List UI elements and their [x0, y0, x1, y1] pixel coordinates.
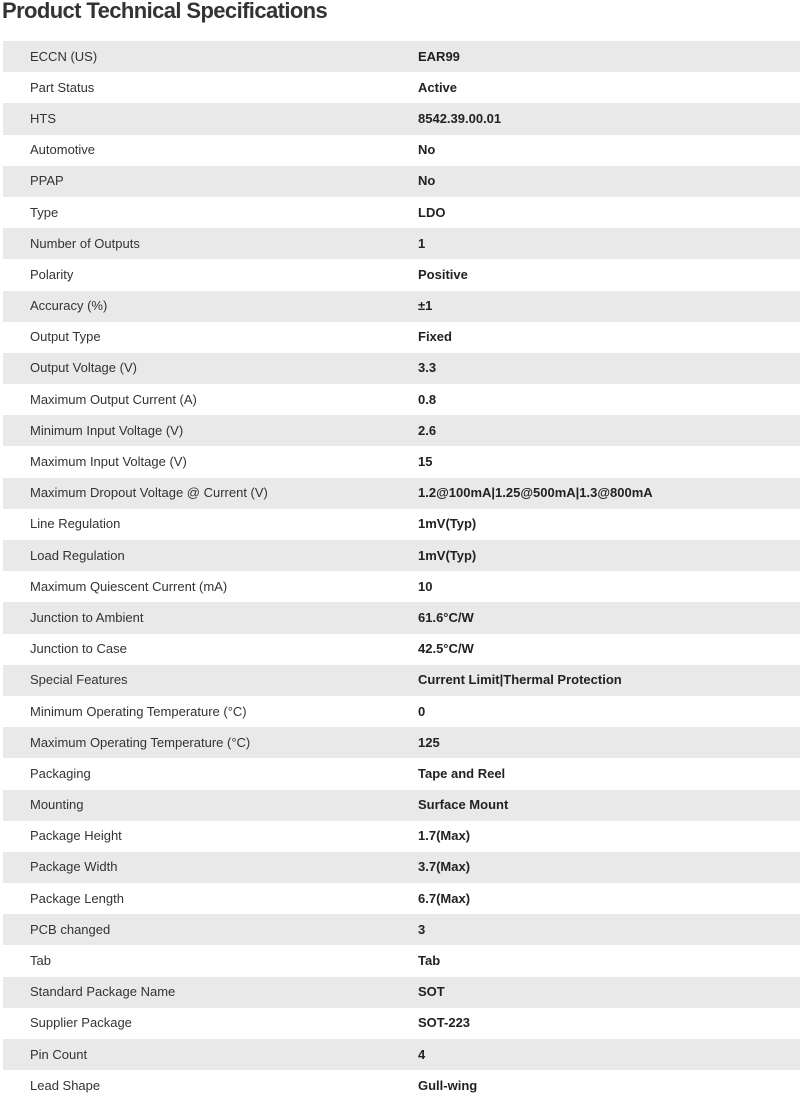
- spec-value: 1.2@100mA|1.25@500mA|1.3@800mA: [418, 478, 800, 509]
- spec-value: 1.7(Max): [418, 821, 800, 852]
- spec-value: Fixed: [418, 322, 800, 353]
- spec-label: Maximum Operating Temperature (°C): [3, 727, 418, 758]
- spec-value: 3: [418, 914, 800, 945]
- spec-label: Package Length: [3, 883, 418, 914]
- spec-label: Output Type: [3, 322, 418, 353]
- spec-value: ±1: [418, 291, 800, 322]
- spec-label: Mounting: [3, 790, 418, 821]
- page-title: Product Technical Specifications: [2, 0, 328, 23]
- spec-label: HTS: [3, 103, 418, 134]
- spec-label: Maximum Input Voltage (V): [3, 446, 418, 477]
- spec-row-output-type: [3, 322, 800, 353]
- spec-row-number-of-outputs: [3, 228, 800, 259]
- spec-label: Pin Count: [3, 1039, 418, 1070]
- spec-value: 125: [418, 727, 800, 758]
- spec-label: Maximum Quiescent Current (mA): [3, 571, 418, 602]
- spec-row-type: [3, 197, 800, 228]
- spec-row-polarity: [3, 259, 800, 290]
- spec-label: Junction to Case: [3, 634, 418, 665]
- spec-label: Lead Shape: [3, 1070, 418, 1101]
- spec-row-special-features: [3, 665, 800, 696]
- spec-value: 0.8: [418, 384, 800, 415]
- spec-row-min-input-voltage: [3, 415, 800, 446]
- spec-value: Gull-wing: [418, 1070, 800, 1101]
- spec-label: Polarity: [3, 259, 418, 290]
- spec-value: 8542.39.00.01: [418, 103, 800, 134]
- spec-label: Minimum Operating Temperature (°C): [3, 696, 418, 727]
- spec-value: No: [418, 166, 800, 197]
- spec-value: 1mV(Typ): [418, 540, 800, 571]
- spec-value: Tab: [418, 945, 800, 976]
- spec-row-junction-to-case: [3, 634, 800, 665]
- spec-label: Tab: [3, 945, 418, 976]
- spec-value: 0: [418, 696, 800, 727]
- spec-label: Package Height: [3, 821, 418, 852]
- spec-label: Package Width: [3, 852, 418, 883]
- spec-value: No: [418, 135, 800, 166]
- spec-row-eccn: [3, 41, 800, 72]
- spec-label: Junction to Ambient: [3, 602, 418, 633]
- spec-value: Positive: [418, 259, 800, 290]
- spec-label: ECCN (US): [3, 41, 418, 72]
- spec-row-mounting: [3, 790, 800, 821]
- spec-value: 15: [418, 446, 800, 477]
- spec-row-max-quiescent-current: [3, 571, 800, 602]
- spec-value: Current Limit|Thermal Protection: [418, 665, 800, 696]
- spec-value: EAR99: [418, 41, 800, 72]
- spec-label: PPAP: [3, 166, 418, 197]
- spec-row-output-voltage: [3, 353, 800, 384]
- spec-row-standard-package-name: [3, 977, 800, 1008]
- spec-value: 1: [418, 228, 800, 259]
- spec-row-packaging: [3, 758, 800, 789]
- spec-value: 42.5°C/W: [418, 634, 800, 665]
- spec-row-line-regulation: [3, 509, 800, 540]
- spec-value: 1mV(Typ): [418, 509, 800, 540]
- spec-label: Type: [3, 197, 418, 228]
- spec-value: SOT-223: [418, 1008, 800, 1039]
- spec-row-max-operating-temperature: [3, 727, 800, 758]
- spec-value: 3.3: [418, 353, 800, 384]
- spec-label: Minimum Input Voltage (V): [3, 415, 418, 446]
- spec-row-tab: [3, 945, 800, 976]
- spec-row-package-length: [3, 883, 800, 914]
- spec-value: Surface Mount: [418, 790, 800, 821]
- spec-row-lead-shape: [3, 1070, 800, 1101]
- spec-label: Maximum Dropout Voltage @ Current (V): [3, 478, 418, 509]
- spec-label: Accuracy (%): [3, 291, 418, 322]
- spec-row-part-status: [3, 72, 800, 103]
- spec-row-package-height: [3, 821, 800, 852]
- spec-label: Line Regulation: [3, 509, 418, 540]
- spec-value: SOT: [418, 977, 800, 1008]
- spec-label: Output Voltage (V): [3, 353, 418, 384]
- spec-value: 2.6: [418, 415, 800, 446]
- spec-value: 10: [418, 571, 800, 602]
- spec-label: Load Regulation: [3, 540, 418, 571]
- spec-value: 4: [418, 1039, 800, 1070]
- spec-row-automotive: [3, 135, 800, 166]
- spec-row-min-operating-temperature: [3, 696, 800, 727]
- spec-row-max-input-voltage: [3, 446, 800, 477]
- spec-label: Number of Outputs: [3, 228, 418, 259]
- spec-label: PCB changed: [3, 914, 418, 945]
- specifications-table-body: [3, 41, 800, 1101]
- spec-label: Supplier Package: [3, 1008, 418, 1039]
- spec-value: 6.7(Max): [418, 883, 800, 914]
- spec-row-pcb-changed: [3, 914, 800, 945]
- spec-row-max-dropout-voltage: [3, 478, 800, 509]
- spec-label: Automotive: [3, 135, 418, 166]
- spec-value: 3.7(Max): [418, 852, 800, 883]
- spec-label: Standard Package Name: [3, 977, 418, 1008]
- spec-row-accuracy: [3, 291, 800, 322]
- spec-row-load-regulation: [3, 540, 800, 571]
- spec-label: Special Features: [3, 665, 418, 696]
- spec-row-hts: [3, 103, 800, 134]
- specifications-table: [3, 41, 800, 1101]
- spec-row-package-width: [3, 852, 800, 883]
- spec-label: Part Status: [3, 72, 418, 103]
- spec-value: Active: [418, 72, 800, 103]
- spec-value: Tape and Reel: [418, 758, 800, 789]
- spec-label: Maximum Output Current (A): [3, 384, 418, 415]
- spec-row-pin-count: [3, 1039, 800, 1070]
- spec-row-junction-to-ambient: [3, 602, 800, 633]
- spec-row-ppap: [3, 166, 800, 197]
- spec-label: Packaging: [3, 758, 418, 789]
- spec-value: LDO: [418, 197, 800, 228]
- spec-row-max-output-current: [3, 384, 800, 415]
- spec-value: 61.6°C/W: [418, 602, 800, 633]
- spec-row-supplier-package: [3, 1008, 800, 1039]
